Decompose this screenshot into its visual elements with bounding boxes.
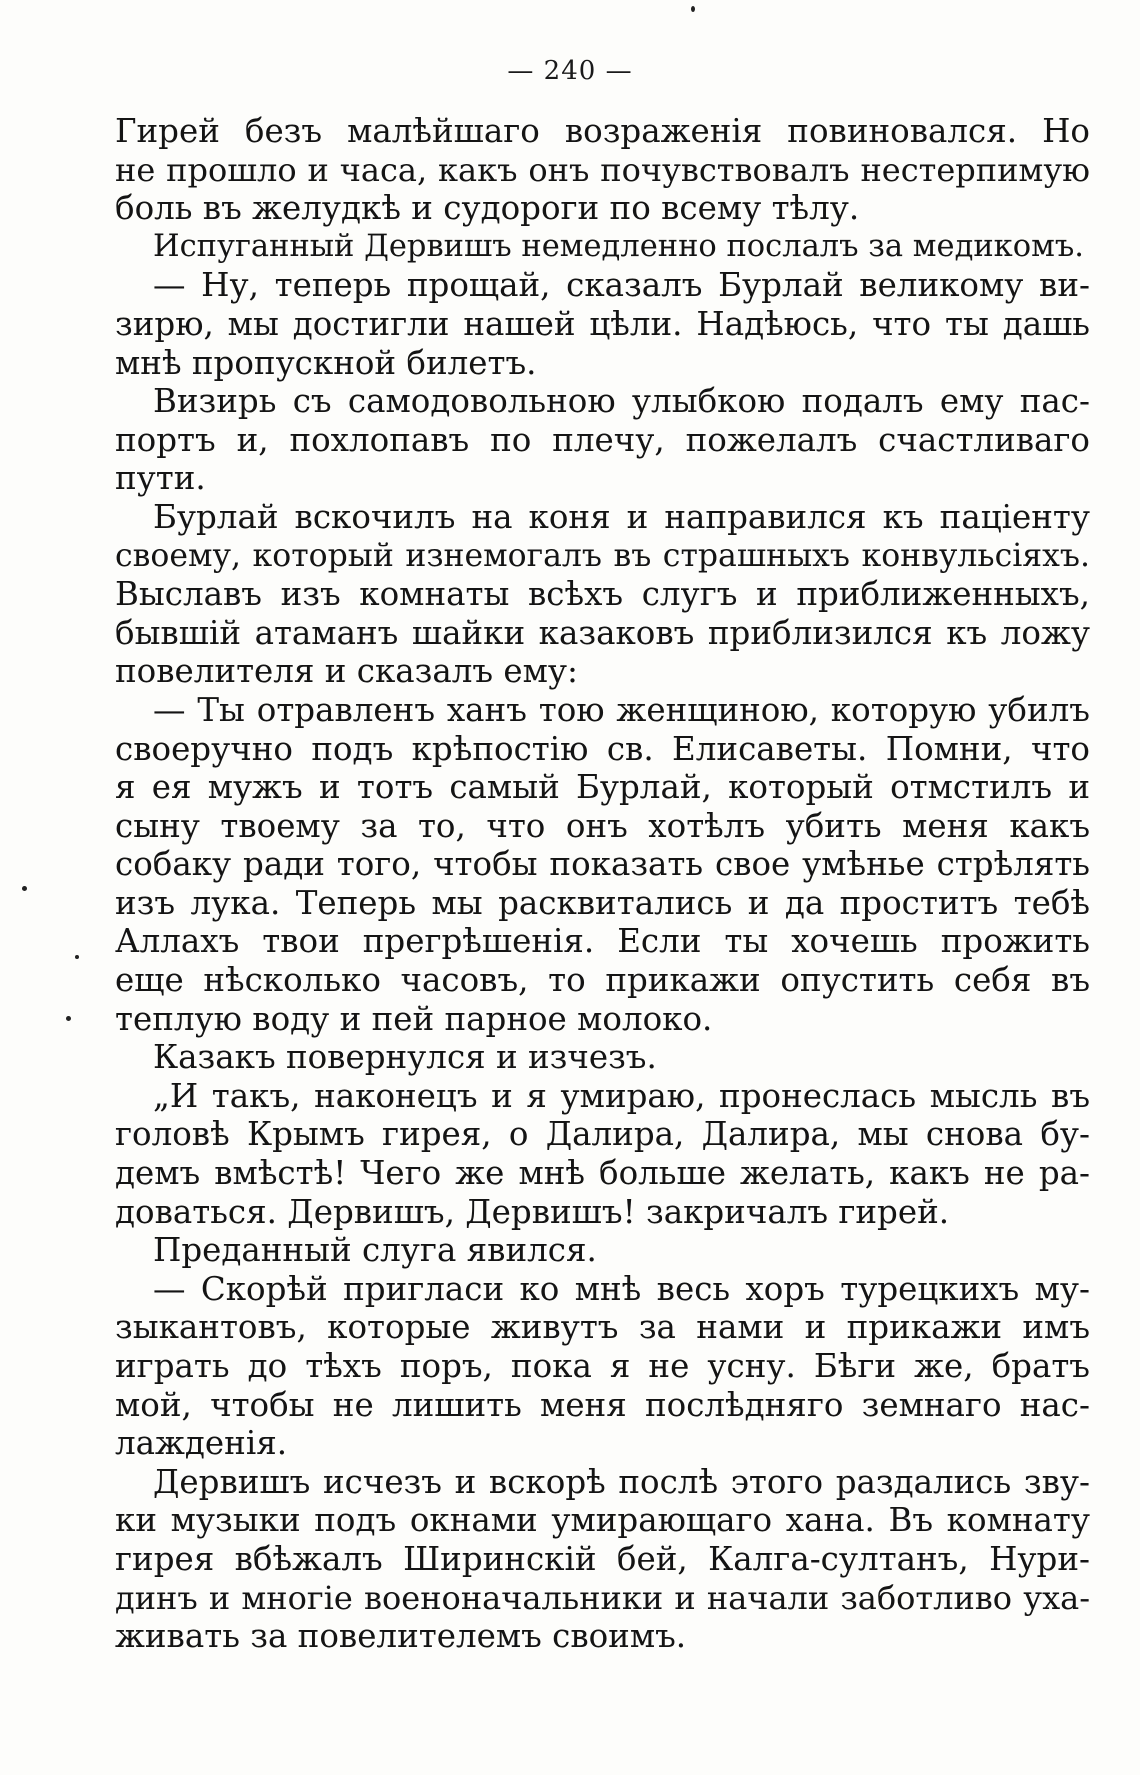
- body-text: [115, 112, 1090, 1656]
- text-line: живать за повелителемъ своимъ.: [115, 1617, 687, 1656]
- text-line: своему, который изнемогалъ въ страшныхъ конвульсіяхъ.: [115, 537, 1090, 574]
- text-line: пути.: [115, 459, 206, 498]
- text-line: Гирей безъ малѣйшаго возраженія повиновался. Но: [115, 112, 1090, 150]
- text-line: динъ и многіе военоначальники и начали заботливо уха-: [115, 1578, 1090, 1617]
- text-line: доваться. Дервишъ, Дервишъ! закричалъ гирей.: [115, 1192, 950, 1231]
- text-line: своеручно подъ крѣпостію св. Елисаветы. Помни, что: [115, 729, 1090, 768]
- text-line: Бурлай вскочилъ на коня и направился къ паціенту: [153, 497, 1090, 536]
- text-line: Выславъ изъ комнаты всѣхъ слугъ и приближенныхъ,: [115, 575, 1090, 614]
- print-speck: [691, 6, 695, 12]
- text-line: собаку ради того, чтобы показать свое умѣнье стрѣлять: [115, 845, 1090, 884]
- text-line: мой, чтобы не лишить меня послѣдняго земнаго нас-: [115, 1385, 1090, 1424]
- text-line: гирея вбѣжалъ Ширинскій бей, Калга-султанъ, Нури-: [115, 1539, 1090, 1578]
- text-line: теплую воду и пей парное молоко.: [115, 999, 713, 1038]
- text-line: зыкантовъ, которые живутъ за нами и прикажи имъ: [115, 1308, 1090, 1347]
- text-line: Дервишъ исчезъ и вскорѣ послѣ этого раздались зву-: [153, 1462, 1090, 1501]
- text-line: повелителя и сказалъ ему:: [115, 652, 578, 691]
- page-number: — 240 —: [507, 56, 633, 86]
- text-line: Аллахъ твои прегрѣшенія. Если ты хочешь прожить: [115, 922, 1090, 961]
- text-line: „И такъ, наконецъ и я умираю, пронеслась мысль въ: [153, 1076, 1090, 1115]
- text-line: Преданный слуга явился.: [153, 1231, 597, 1270]
- text-line: лажденія.: [115, 1424, 288, 1463]
- text-line: сыну твоему за то, что онъ хотѣлъ убить меня какъ: [115, 806, 1090, 845]
- text-line: портъ и, похлопавъ по плечу, пожелалъ счастливаго: [115, 420, 1090, 459]
- text-line: изъ лука. Теперь мы расквитались и да проститъ тебѣ: [115, 883, 1090, 922]
- text-line: Испуганный Дервишъ немедленно послалъ за медикомъ.: [153, 228, 1084, 264]
- print-speck: [75, 955, 79, 959]
- text-line: ки музыки подъ окнами умирающаго хана. Въ комнату: [115, 1501, 1090, 1540]
- text-line: я ея мужъ и тотъ самый Бурлай, который отмстилъ и: [115, 768, 1090, 807]
- text-line: головѣ Крымъ гирея, о Далира, Далира, мы снова бу-: [115, 1115, 1090, 1154]
- text-line: демъ вмѣстѣ! Чего же мнѣ больше желать, какъ не ра-: [115, 1154, 1090, 1193]
- text-line: боль въ желудкѣ и судороги по всему тѣлу.: [115, 189, 860, 228]
- print-speck: [66, 1016, 71, 1021]
- text-line: зирю, мы достигли нашей цѣли. Надѣюсь, что ты дашь: [115, 304, 1090, 343]
- text-line: — Ты отравленъ ханъ тою женщиною, которую убилъ: [153, 690, 1090, 729]
- text-line: бывшій атаманъ шайки казаковъ приблизился къ ложу: [115, 613, 1090, 652]
- text-line: играть до тѣхъ поръ, пока я не усну. Бѣги же, братъ: [115, 1347, 1090, 1385]
- text-line: мнѣ пропускной билетъ.: [115, 343, 537, 382]
- text-line: Казакъ повернулся и изчезъ.: [153, 1038, 657, 1077]
- text-line: не прошло и часа, какъ онъ почувствовалъ нестерпимую: [115, 150, 1090, 189]
- text-line: еще нѣсколько часовъ, то прикажи опустить себя въ: [115, 961, 1090, 1000]
- text-line: — Ну, теперь прощай, сказалъ Бурлай великому ви-: [153, 266, 1090, 305]
- text-line: Визирь съ самодовольною улыбкою подалъ ему пас-: [153, 382, 1090, 421]
- print-speck: [22, 886, 27, 891]
- text-line: — Скорѣй пригласи ко мнѣ весь хоръ турецкихъ му-: [153, 1269, 1090, 1308]
